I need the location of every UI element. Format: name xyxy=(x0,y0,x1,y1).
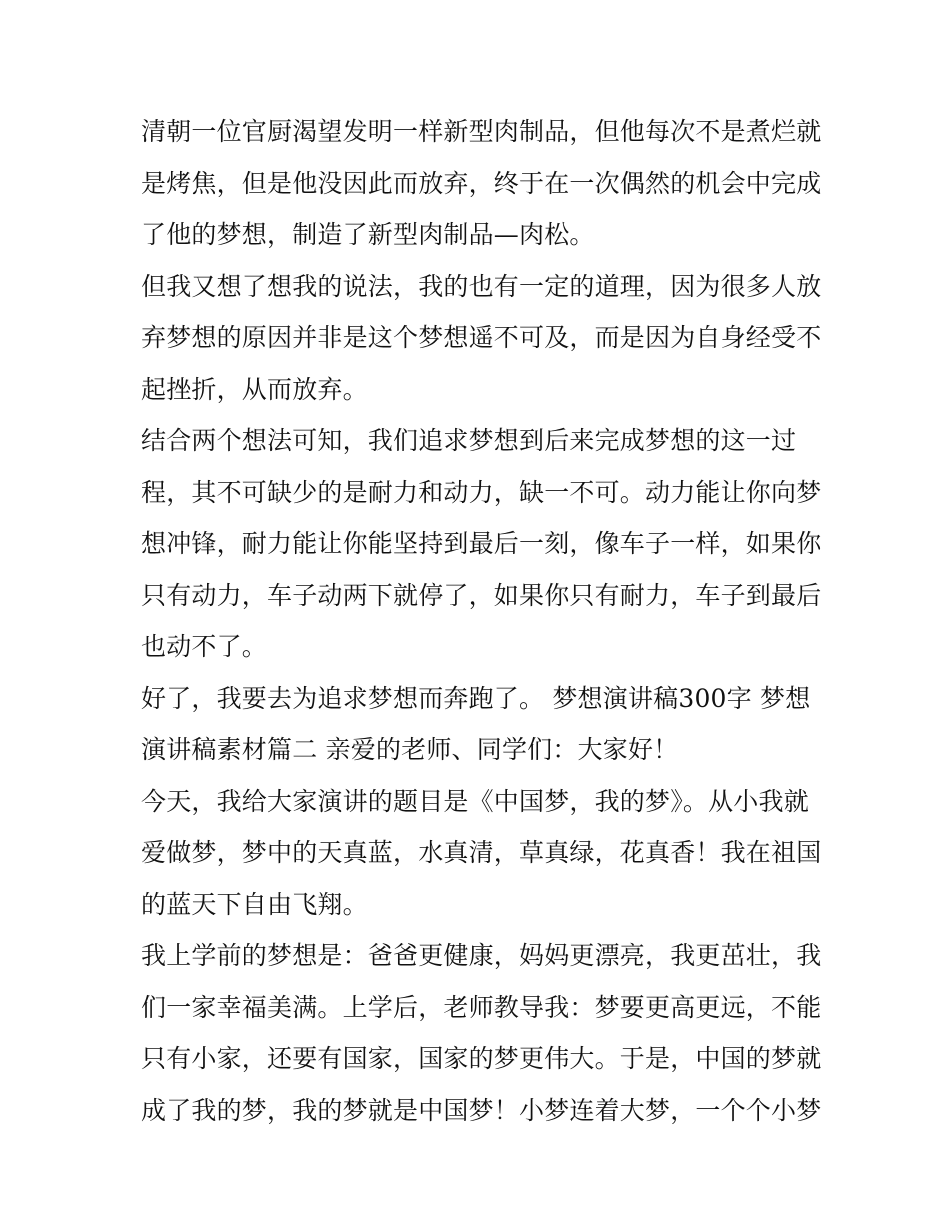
text-line: 是烤焦，但是他没因此而放弃，终于在一次偶然的机会中完成 xyxy=(141,168,822,198)
text-line: 们一家幸福美满。上学后，老师教导我：梦要更高更远，不能 xyxy=(141,992,822,1022)
text-line: 程，其不可缺少的是耐力和动力，缺一不可。动力能让你向梦 xyxy=(141,477,822,507)
text-line: 结合两个想法可知，我们追求梦想到后来完成梦想的这一过 xyxy=(141,426,797,455)
text-line: 好了，我要去为追求梦想而奔跑了。 梦想演讲稿300字 梦想 xyxy=(141,683,811,713)
text-line: 弃梦想的原因并非是这个梦想遥不可及，而是因为自身经受不 xyxy=(141,323,822,352)
text-line: 的蓝天下自由飞翔。 xyxy=(141,889,368,919)
text-line: 只有动力，车子动两下就停了，如果你只有耐力，车子到最后 xyxy=(141,580,822,610)
text-line: 清朝一位官厨渴望发明一样新型肉制品，但他每次不是煮烂就 xyxy=(141,117,822,146)
text-line: 今天，我给大家演讲的题目是《中国梦，我的梦》。从小我就 xyxy=(141,786,809,816)
text-line: 我上学前的梦想是：爸爸更健康，妈妈更漂亮，我更茁壮，我 xyxy=(141,941,822,970)
text-line: 爱做梦，梦中的天真蓝，水真清，草真绿，花真香！我在祖国 xyxy=(141,838,822,867)
text-line: 也动不了。 xyxy=(141,632,268,661)
text-line: 起挫折，从而放弃。 xyxy=(141,374,368,404)
text-line: 想冲锋，耐力能让你能坚持到最后一刻，像车子一样，如果你 xyxy=(141,529,822,558)
text-line: 只有小家，还要有国家，国家的梦更伟大。于是，中国的梦就 xyxy=(141,1044,822,1073)
text-line: 成了我的梦，我的梦就是中国梦！小梦连着大梦，一个个小梦 xyxy=(141,1095,822,1125)
text-line: 演讲稿素材篇二 亲爱的老师、同学们：大家好！ xyxy=(141,735,679,764)
text-line: 了他的梦想，制造了新型肉制品—肉松。 xyxy=(141,220,595,249)
text-line: 但我又想了想我的说法，我的也有一定的道理，因为很多人放 xyxy=(141,271,822,301)
document-body xyxy=(141,106,821,1136)
